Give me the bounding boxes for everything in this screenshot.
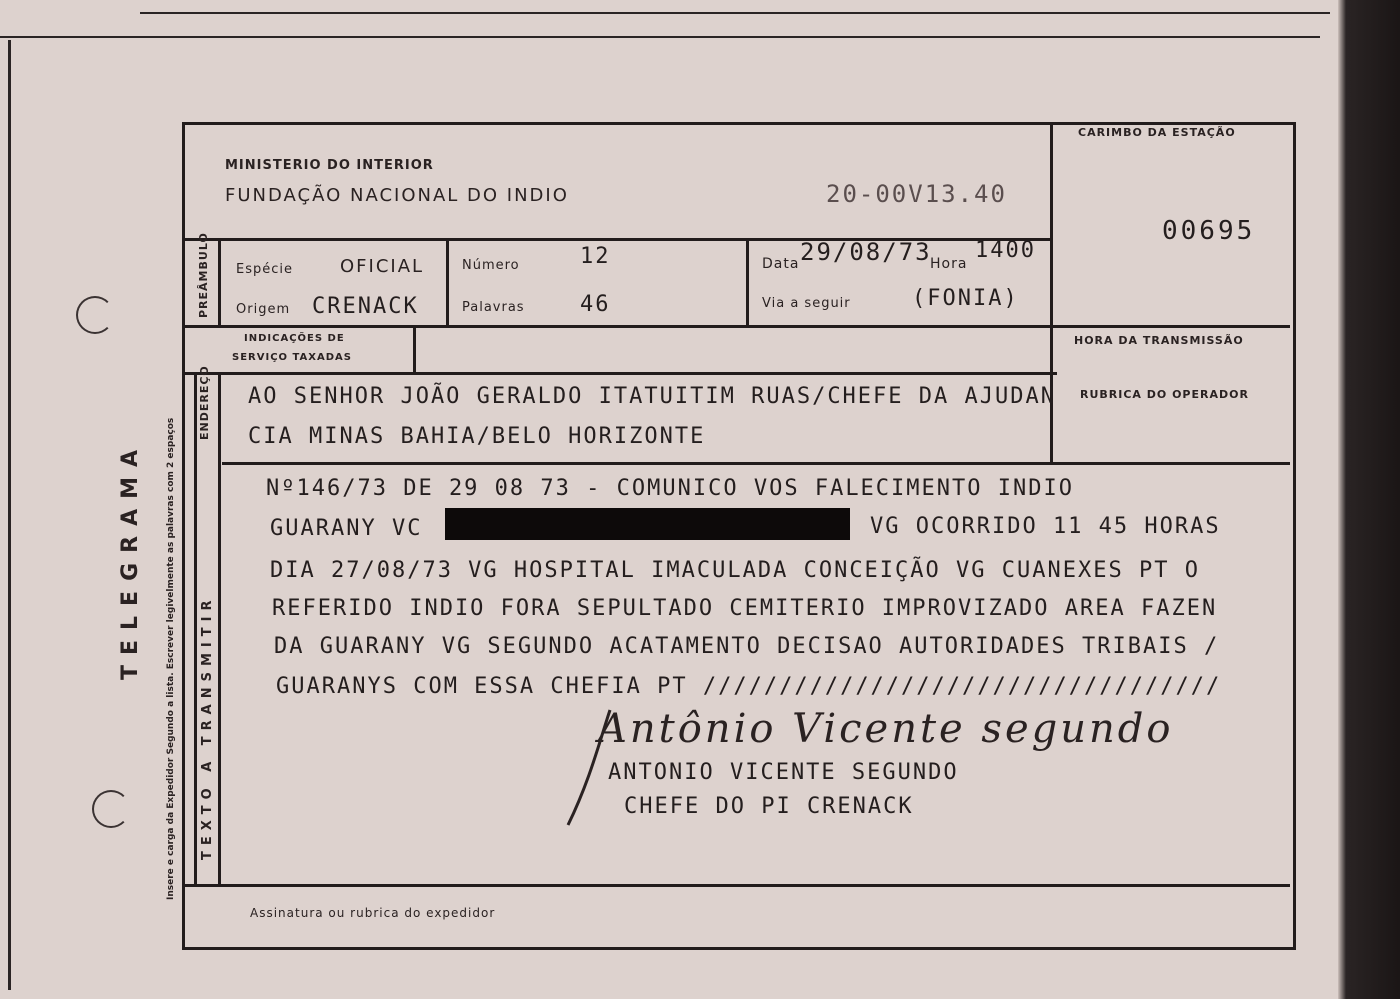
address-line-2: CIA MINAS BAHIA/BELO HORIZONTE (248, 424, 706, 449)
data-label: Data (762, 256, 800, 272)
palavras-label: Palavras (462, 300, 525, 315)
indicacao-label-2: SERVIÇO TAXADAS (232, 352, 352, 363)
rule-indicacao (413, 325, 416, 373)
indicacao-label-1: INDICAÇÕES DE (244, 333, 345, 344)
numero-label: Número (462, 258, 520, 273)
station-stamp-label: CARIMBO DA ESTAÇÃO (1078, 126, 1236, 139)
palavras-value: 46 (580, 292, 611, 317)
body-line-2-start: GUARANY VC (270, 516, 423, 541)
body-line-2-end: VG OCORRIDO 11 45 HORAS (870, 514, 1221, 539)
signer-name: ANTONIO VICENTE SEGUNDO (608, 760, 959, 785)
rubrica-operador-label: RUBRICA DO OPERADOR (1080, 388, 1249, 401)
rule-address-label (218, 372, 221, 884)
side-instruction-note: Insere e carga da Expedidor Segundo a lista. Escrever legivelmente as palavras com 2 espaços (166, 417, 176, 900)
numero-value: 12 (580, 244, 611, 269)
telegrama-title: TELEGRAMA (118, 439, 143, 680)
data-value: 29/08/73 (800, 238, 932, 266)
via-value: (FONIA) (912, 286, 1019, 311)
texto-transmitir-label: TEXTO A TRANSMITIR (200, 594, 215, 860)
via-label: Via a seguir (762, 296, 851, 311)
rule-address-bottom (222, 462, 1290, 465)
hora-transmissao-label: HORA DA TRANSMISSÃO (1074, 334, 1244, 347)
station-number: 00695 (1162, 216, 1256, 246)
body-line-4: REFERIDO INDIO FORA SEPULTADO CEMITERIO IMPROVIZADO AREA FAZEN (272, 596, 1218, 621)
rule-preamble-bottom (182, 325, 1290, 328)
preamble-label: PREÂMBULO (197, 232, 210, 318)
origem-value: CRENACK (312, 294, 419, 319)
body-line-6: GUARANYS COM ESSA CHEFIA PT ////////////////////////////////// (276, 674, 1222, 699)
foundation-label: FUNDAÇÃO NACIONAL DO INDIO (225, 185, 569, 206)
top-divider (0, 36, 1320, 38)
rule-especie-numero (446, 238, 449, 328)
received-stamp: 20-00V13.40 (826, 180, 1007, 208)
handwritten-signature: Antônio Vicente segundo (598, 706, 1174, 752)
rule-preamble-label (218, 238, 221, 328)
assinatura-label: Assinatura ou rubrica do expedidor (250, 906, 496, 920)
rule-station-column (1050, 122, 1053, 462)
ministry-label: MINISTERIO DO INTERIOR (225, 158, 434, 173)
address-label: ENDEREÇO (198, 365, 211, 440)
top-page-edge (140, 0, 1330, 14)
especie-value: OFICIAL (340, 256, 425, 277)
right-page-edge (1338, 0, 1400, 999)
punch-hole-bottom (92, 790, 130, 828)
hora-value: 1400 (975, 238, 1036, 263)
left-page-edge (8, 40, 11, 990)
rule-numero-data (746, 238, 749, 328)
rule-indicacao-bottom (182, 372, 1057, 375)
especie-label: Espécie (236, 262, 293, 277)
body-line-1: Nº146/73 DE 29 08 73 - COMUNICO VOS FALECIMENTO INDIO (266, 476, 1074, 501)
redaction-bar (445, 508, 850, 540)
origem-label: Origem (236, 302, 291, 317)
rule-left-inner (194, 372, 197, 884)
punch-hole-top (76, 296, 114, 334)
body-line-5: DA GUARANY VG SEGUNDO ACATAMENTO DECISAO AUTORIDADES TRIBAIS / (274, 634, 1220, 659)
hora-label: Hora (930, 256, 968, 272)
signer-title: CHEFE DO PI CRENACK (624, 794, 914, 819)
body-line-3: DIA 27/08/73 VG HOSPITAL IMACULADA CONCEIÇÃO VG CUANEXES PT O (270, 558, 1200, 583)
address-line-1: AO SENHOR JOÃO GERALDO ITATUITIM RUAS/CHEFE DA AJUDAN (248, 384, 1056, 409)
rule-body-bottom (182, 884, 1290, 887)
